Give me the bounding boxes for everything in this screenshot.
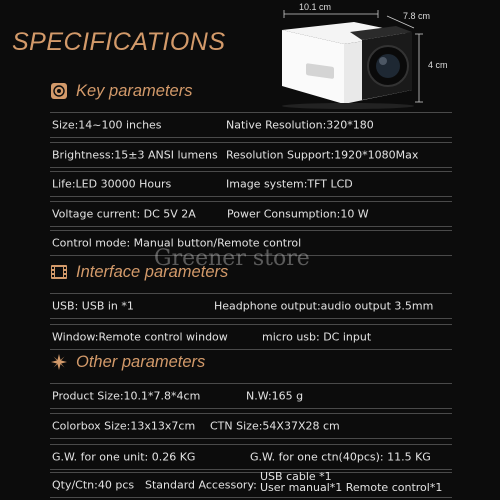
spec-accessory-line-1: USB cable *1 — [260, 470, 332, 483]
projector-icon — [270, 0, 500, 110]
spec-row — [50, 201, 452, 227]
spec-accessory-line-2: User manual*1 Remote control*1 — [260, 481, 443, 494]
spec-micro-usb: micro usb: DC input — [262, 330, 372, 344]
star-icon — [50, 353, 68, 371]
section-title: Interface parameters — [76, 262, 229, 281]
spec-row — [50, 142, 452, 168]
spec-row — [50, 413, 452, 439]
spec-power: Power Consumption:10 W — [227, 207, 369, 221]
spec-voltage: Voltage current: DC 5V 2A — [52, 207, 196, 221]
section-other-parameters — [50, 350, 205, 374]
section-interface-parameters — [50, 260, 228, 284]
spec-row — [50, 293, 452, 319]
page-title: SPECIFICATIONS — [12, 28, 226, 56]
spec-size: Size:14~100 inches — [52, 118, 162, 132]
spec-product-size: Product Size:10.1*7.8*4cm — [52, 389, 201, 403]
spec-brightness: Brightness:15±3 ANSI lumens — [52, 148, 218, 162]
width-dimension: 10.1 cm — [299, 2, 332, 12]
spec-row — [50, 472, 452, 498]
chip-icon — [50, 82, 68, 100]
spec-control-mode: Control mode: Manual button/Remote control — [52, 236, 302, 250]
spec-ctn-size: CTN Size:54X37X28 cm — [210, 419, 340, 433]
watermark: Greener store — [154, 246, 310, 271]
spec-image-system: Image system:TFT LCD — [226, 177, 353, 191]
spec-qty-per-ctn: Qty/Ctn:40 pcs — [52, 478, 135, 492]
spec-row — [50, 171, 452, 197]
spec-net-weight: N.W:165 g — [246, 389, 304, 403]
height-dimension: 4 cm — [428, 60, 448, 70]
spec-resolution-support: Resolution Support:1920*1080Max — [226, 148, 419, 162]
spec-accessory-label: Standard Accessory: — [145, 478, 257, 492]
spec-row — [50, 383, 452, 409]
spec-headphone: Headphone output:audio output 3.5mm — [214, 299, 434, 313]
spec-row — [50, 230, 452, 256]
section-key-parameters — [50, 79, 192, 103]
projector-illustration — [270, 0, 500, 110]
film-icon — [50, 263, 68, 281]
depth-dimension: 7.8 cm — [403, 11, 431, 21]
spec-window: Window:Remote control window — [52, 330, 228, 344]
section-title: Key parameters — [76, 81, 193, 100]
section-title: Other parameters — [76, 352, 206, 371]
spec-row — [50, 324, 452, 350]
spec-row — [50, 444, 452, 470]
spec-native-resolution: Native Resolution:320*180 — [226, 118, 374, 132]
spec-usb: USB: USB in *1 — [52, 299, 134, 313]
spec-colorbox-size: Colorbox Size:13x13x7cm — [52, 419, 196, 433]
spec-gross-weight-ctn: G.W. for one ctn(40pcs): 11.5 KG — [250, 450, 431, 464]
spec-row — [50, 112, 452, 138]
spec-life: Life:LED 30000 Hours — [52, 177, 172, 191]
spec-gross-weight-unit: G.W. for one unit: 0.26 KG — [52, 450, 196, 464]
